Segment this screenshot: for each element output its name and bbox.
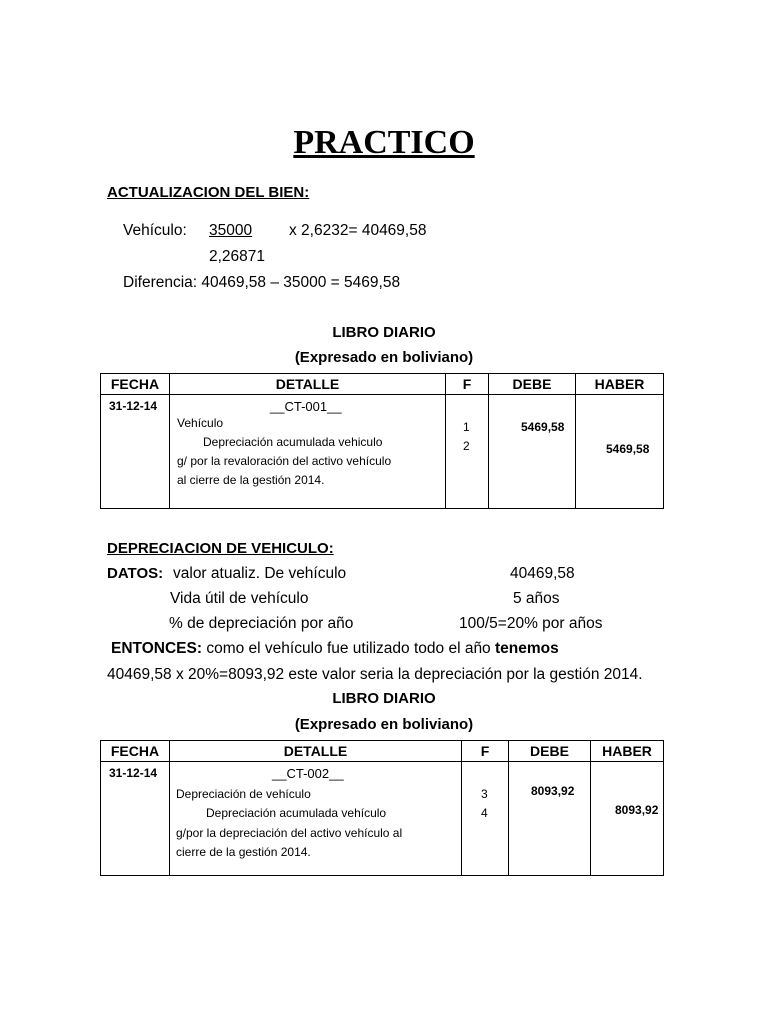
libro1-header-f: F xyxy=(446,374,489,395)
libro1-line4: al cierre de la gestión 2014. xyxy=(177,473,325,487)
libro1-header-fecha: FECHA xyxy=(101,374,170,395)
datos-row3-value: 100/5=20% por años xyxy=(459,615,603,632)
datos-row1-value: 40469,58 xyxy=(510,565,575,582)
libro2-haber: 8093,92 xyxy=(615,803,659,817)
datos-label: DATOS: xyxy=(107,565,164,582)
vehiculo-label: Vehículo: xyxy=(123,222,187,239)
libro1-ct: __CT-001__ xyxy=(270,399,342,414)
libro2-header-detalle: DETALLE xyxy=(170,741,462,762)
libro2-line3: g/por la depreciación del activo vehículo al xyxy=(176,826,403,840)
libro1-f1: 1 xyxy=(463,420,470,434)
libro1-debe: 5469,58 xyxy=(521,420,565,434)
libro2-f1: 3 xyxy=(481,787,488,801)
entonces-line xyxy=(111,640,559,658)
datos-row2-label: Vida útil de vehículo xyxy=(170,590,309,607)
diferencia-line: Diferencia: 40469,58 – 35000 = 5469,58 xyxy=(123,274,401,291)
libro1-f2: 2 xyxy=(463,439,470,453)
libro2-f2: 4 xyxy=(481,806,488,820)
datos-row3-label: % de depreciación por año xyxy=(169,615,354,632)
libro2-debe: 8093,92 xyxy=(531,784,575,798)
libro2-line2: Depreciación acumulada vehículo xyxy=(206,806,387,820)
libro1-line2: Depreciación acumulada vehiculo xyxy=(203,435,383,449)
actualizacion-heading: ACTUALIZACION DEL BIEN: xyxy=(107,184,310,201)
libro1-table xyxy=(100,373,664,509)
libro2-entry-row xyxy=(101,762,664,876)
page-title: PRACTICO xyxy=(293,124,475,161)
libro1-header-detalle: DETALLE xyxy=(170,374,446,395)
libro2-header-row xyxy=(101,741,664,762)
libro1-title: LIBRO DIARIO xyxy=(332,324,436,341)
libro1-header-haber: HABER xyxy=(576,374,664,395)
revaluation-formula: x 2,6232= 40469,58 xyxy=(289,222,427,239)
libro1-line1: Vehículo xyxy=(177,416,224,430)
libro2-line4: cierre de la gestión 2014. xyxy=(176,845,311,859)
libro2-fecha: 31-12-14 xyxy=(109,766,158,780)
libro2-table xyxy=(100,740,664,876)
libro1-subtitle: (Expresado en boliviano) xyxy=(294,349,474,366)
datos-row1-label: valor atualiz. De vehículo xyxy=(173,565,347,582)
entonces-text: como el vehículo fue utilizado todo el año xyxy=(206,640,491,657)
depreciacion-heading: DEPRECIACION DE VEHICULO: xyxy=(107,540,334,557)
depreciation-result: 40469,58 x 20%=8093,92 este valor seria la depreciación por la gestión 2014. xyxy=(107,666,643,683)
entonces-label: ENTONCES: xyxy=(111,640,203,657)
libro2-title: LIBRO DIARIO xyxy=(332,690,436,707)
libro1-entry-row xyxy=(101,395,664,509)
libro2-ct: __CT-002__ xyxy=(272,766,344,781)
libro2-subtitle: (Expresado en boliviano) xyxy=(294,716,474,733)
libro1-haber: 5469,58 xyxy=(606,442,650,456)
entonces-tenemos: tenemos xyxy=(495,640,559,657)
libro2-header-fecha: FECHA xyxy=(101,741,170,762)
libro2-header-f: F xyxy=(462,741,509,762)
fraction-numerator: 35000 xyxy=(209,222,253,239)
libro2-line1: Depreciación de vehículo xyxy=(176,787,311,801)
fraction-denominator: 2,26871 xyxy=(209,248,266,265)
libro1-line3: g/ por la revaloración del activo vehículo xyxy=(177,454,392,468)
datos-row2-value: 5 años xyxy=(513,590,560,607)
libro1-fecha: 31-12-14 xyxy=(109,399,158,413)
libro2-header-debe: DEBE xyxy=(509,741,591,762)
libro1-header-debe: DEBE xyxy=(489,374,576,395)
libro2-header-haber: HABER xyxy=(591,741,664,762)
libro1-header-row xyxy=(101,374,664,395)
